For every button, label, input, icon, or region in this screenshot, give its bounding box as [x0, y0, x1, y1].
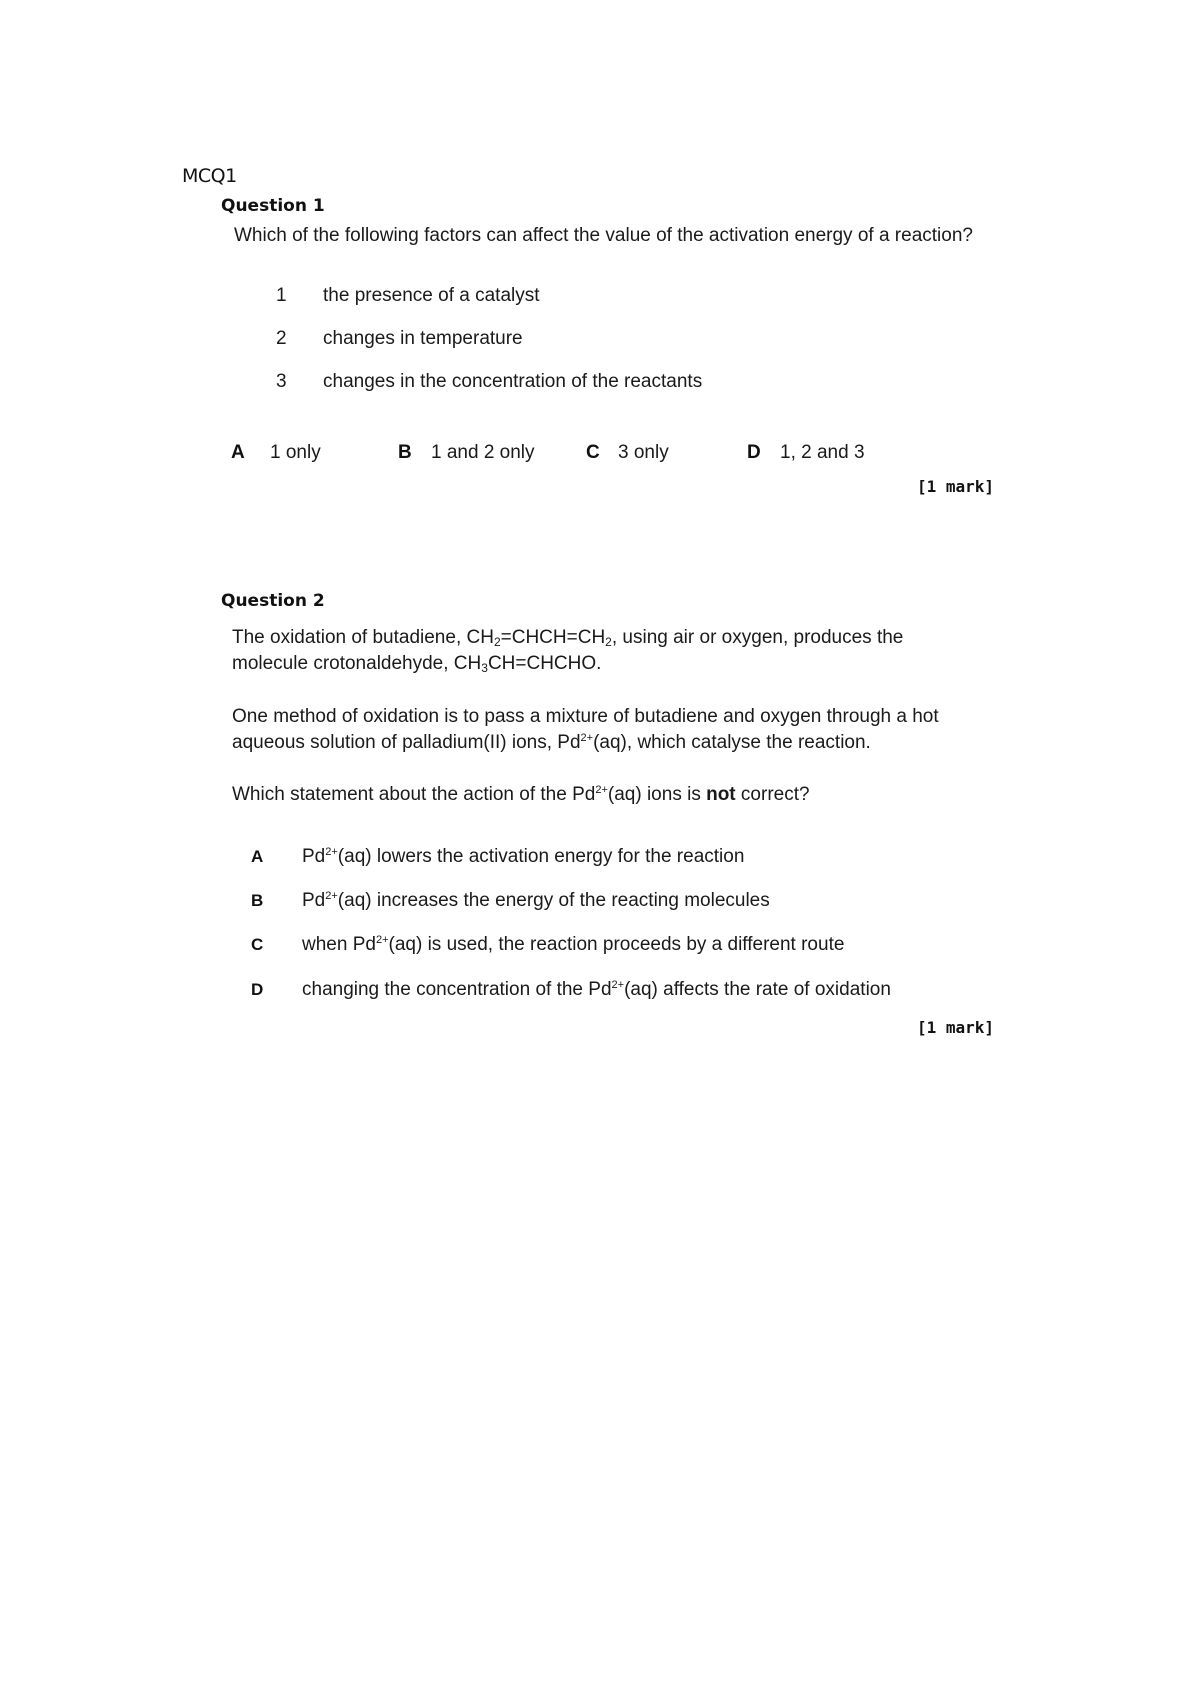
- option-text: 3 only: [618, 442, 669, 463]
- superscript: 2+: [375, 934, 389, 946]
- mark-allocation: [1 mark]: [917, 477, 995, 496]
- option-letter: A: [231, 442, 245, 463]
- option-letter: A: [251, 847, 264, 866]
- option-letter: B: [398, 442, 412, 463]
- factor-number: 2: [276, 328, 287, 349]
- option-text: 1, 2 and 3: [780, 442, 865, 463]
- text-run: changing the concentration of the: [302, 979, 589, 1000]
- question-prompt: [232, 784, 810, 806]
- factor-number: 1: [276, 285, 287, 306]
- question-heading: Question 2: [221, 591, 325, 611]
- text-run: (aq) increases the energy of the reacting molecules: [337, 890, 770, 911]
- method-line: One method of oxidation is to pass a mixture of butadiene and oxygen through a hot: [232, 706, 939, 727]
- emphasis: not: [706, 784, 736, 805]
- question-heading: Question 1: [221, 196, 325, 216]
- option-text: [302, 890, 770, 912]
- text-run: (aq) ions is: [607, 784, 707, 805]
- text-run: , using air or oxygen, produces the: [611, 627, 904, 648]
- text-run: Which statement about the action of the Pd: [232, 784, 596, 805]
- superscript: 2+: [611, 979, 625, 991]
- subscript: 2: [605, 635, 612, 649]
- option-text: [302, 979, 891, 1001]
- subscript: 2: [493, 635, 501, 649]
- text-run: aqueous solution of palladium(II) ions, Pd: [232, 732, 581, 753]
- factor-text: the presence of a catalyst: [323, 285, 540, 306]
- text-run: molecule crotonaldehyde, CH: [232, 653, 482, 674]
- text-run: =CHCH=CH: [500, 627, 606, 648]
- text-run: Pd: [588, 979, 612, 1000]
- text-run: CH=CHCHO.: [487, 653, 602, 674]
- factor-number: 3: [276, 371, 287, 392]
- text-run: (aq) affects the rate of oxidation: [624, 979, 891, 1000]
- option-letter: C: [251, 935, 264, 954]
- intro-line: [232, 627, 903, 649]
- mark-allocation: [1 mark]: [917, 1018, 995, 1037]
- question-stem: Which of the following factors can affect the value of the activation energy of a reaction?: [234, 225, 973, 246]
- text-run: The oxidation of butadiene, CH: [232, 627, 494, 648]
- superscript: 2+: [580, 732, 594, 744]
- superscript: 2+: [325, 846, 338, 858]
- superscript: 2+: [325, 890, 338, 902]
- text-run: (aq) is used, the reaction proceeds by a different route: [388, 934, 845, 955]
- document-label: MCQ1: [182, 165, 237, 187]
- option-text: 1 only: [270, 442, 321, 463]
- option-text: [302, 846, 744, 868]
- option-letter: C: [586, 442, 600, 463]
- text-run: Pd: [352, 934, 376, 955]
- option-text: 1 and 2 only: [431, 442, 535, 463]
- factor-text: changes in the concentration of the reactants: [323, 371, 703, 392]
- factor-text: changes in temperature: [323, 328, 523, 349]
- text-run: (aq), which catalyse the reaction.: [593, 732, 871, 753]
- option-letter: D: [747, 442, 761, 463]
- text-run: correct?: [735, 784, 810, 805]
- text-run: Pd: [302, 846, 326, 867]
- option-text: [302, 934, 844, 956]
- text-run: Pd: [302, 890, 326, 911]
- option-letter: D: [251, 980, 264, 999]
- subscript: 3: [481, 661, 488, 675]
- text-run: when: [302, 934, 353, 955]
- text-run: (aq) lowers the activation energy for the reaction: [337, 846, 745, 867]
- superscript: 2+: [595, 784, 608, 796]
- option-letter: B: [251, 891, 264, 910]
- intro-line: [232, 653, 601, 675]
- method-line: [232, 732, 871, 754]
